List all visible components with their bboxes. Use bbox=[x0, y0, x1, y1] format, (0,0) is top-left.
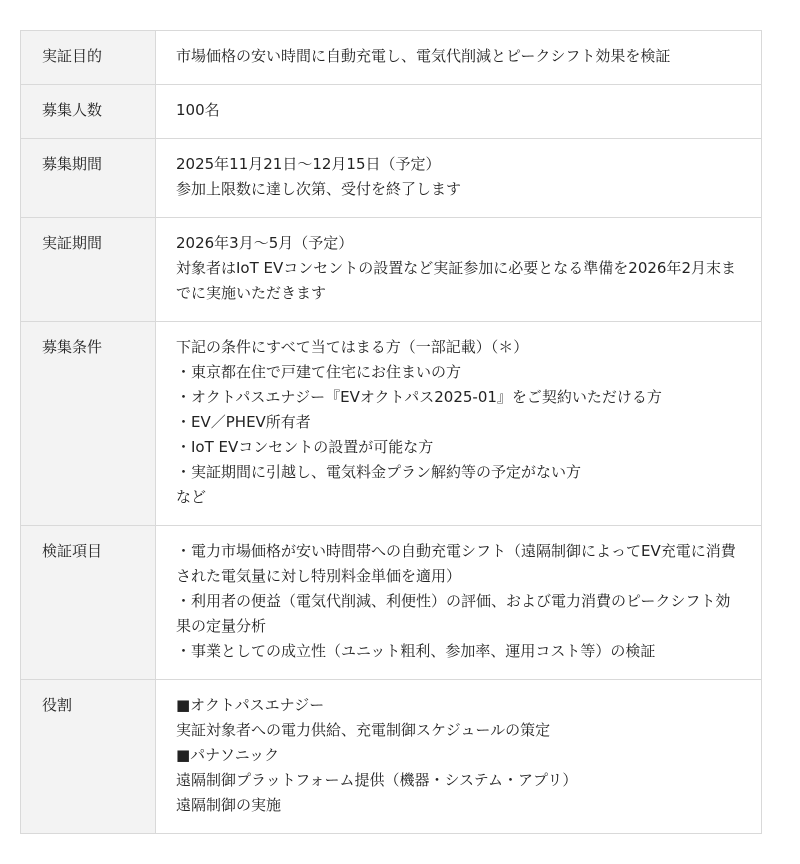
row-value-line: ■パナソニック bbox=[176, 746, 280, 764]
row-label-cell bbox=[21, 680, 156, 834]
table-row-purpose bbox=[21, 31, 762, 85]
row-value-line: ・IoT EVコンセントの設置が可能な方 bbox=[176, 438, 434, 456]
row-value-cell bbox=[156, 526, 762, 680]
row-label-cell bbox=[21, 526, 156, 680]
row-value-cell bbox=[156, 139, 762, 218]
row-label-cell bbox=[21, 31, 156, 85]
row-label: 役割 bbox=[42, 696, 73, 714]
table-row-recruit-conditions bbox=[21, 322, 762, 526]
row-label: 募集人数 bbox=[42, 101, 103, 119]
row-value-line: ・EV／PHEV所有者 bbox=[176, 413, 311, 431]
row-value-cell bbox=[156, 218, 762, 322]
row-value-line: 下記の条件にすべて当てはまる方（一部記載）（＊） bbox=[176, 338, 529, 356]
row-value-line: 2025年11月21日～12月15日（予定） bbox=[176, 155, 441, 173]
row-label-cell bbox=[21, 322, 156, 526]
row-value-line: ・電力市場価格が安い時間帯への自動充電シフト（遠隔制御によってEV充電に消費された電気量に対し特別料金単価を適用） bbox=[176, 542, 736, 585]
table-row-roles bbox=[21, 680, 762, 834]
row-value-line: ・オクトパスエナジー『EVオクトパス2025-01』をご契約いただける方 bbox=[176, 388, 662, 406]
table-row-recruit-count bbox=[21, 85, 762, 139]
row-value-line: 実証対象者への電力供給、充電制御スケジュールの策定 bbox=[176, 721, 551, 739]
row-label: 検証項目 bbox=[42, 542, 103, 560]
row-value-line: など bbox=[176, 488, 207, 506]
row-value-line: 遠隔制御プラットフォーム提供（機器・システム・アプリ） bbox=[176, 771, 578, 789]
row-label: 実証期間 bbox=[42, 234, 103, 252]
row-value-cell bbox=[156, 680, 762, 834]
table-row-trial-period bbox=[21, 218, 762, 322]
row-label-cell bbox=[21, 218, 156, 322]
row-label-cell bbox=[21, 85, 156, 139]
program-details-table-container bbox=[20, 30, 762, 834]
row-value-line: ・実証期間に引越し、電気料金プラン解約等の予定がない方 bbox=[176, 463, 582, 481]
row-label: 実証目的 bbox=[42, 47, 103, 65]
row-value-line: ■オクトパスエナジー bbox=[176, 696, 325, 714]
row-label: 募集条件 bbox=[42, 338, 103, 356]
table-row-verification-items bbox=[21, 526, 762, 680]
row-label: 募集期間 bbox=[42, 155, 103, 173]
row-value-cell bbox=[156, 31, 762, 85]
row-value-line: 対象者はIoT EVコンセントの設置など実証参加に必要となる準備を2026年2月末までに実施いただきます bbox=[176, 259, 736, 302]
row-value-line: ・利用者の便益（電気代削減、利便性）の評価、および電力消費のピークシフト効果の定量分析 bbox=[176, 592, 731, 635]
row-value-cell bbox=[156, 85, 762, 139]
row-value-line: ・東京都在住で戸建て住宅にお住まいの方 bbox=[176, 363, 462, 381]
row-value-line: 市場価格の安い時間に自動充電し、電気代削減とピークシフト効果を検証 bbox=[176, 47, 671, 65]
row-value-cell bbox=[156, 322, 762, 526]
row-value-line: 100名 bbox=[176, 101, 220, 119]
row-value-line: 遠隔制御の実施 bbox=[176, 796, 282, 814]
row-value-line: ・事業としての成立性（ユニット粗利、参加率、運用コスト等）の検証 bbox=[176, 642, 656, 660]
program-details-table bbox=[20, 30, 762, 834]
row-label-cell bbox=[21, 139, 156, 218]
row-value-line: 2026年3月～5月（予定） bbox=[176, 234, 354, 252]
row-value-line: 参加上限数に達し次第、受付を終了します bbox=[176, 180, 462, 198]
table-row-recruit-period bbox=[21, 139, 762, 218]
